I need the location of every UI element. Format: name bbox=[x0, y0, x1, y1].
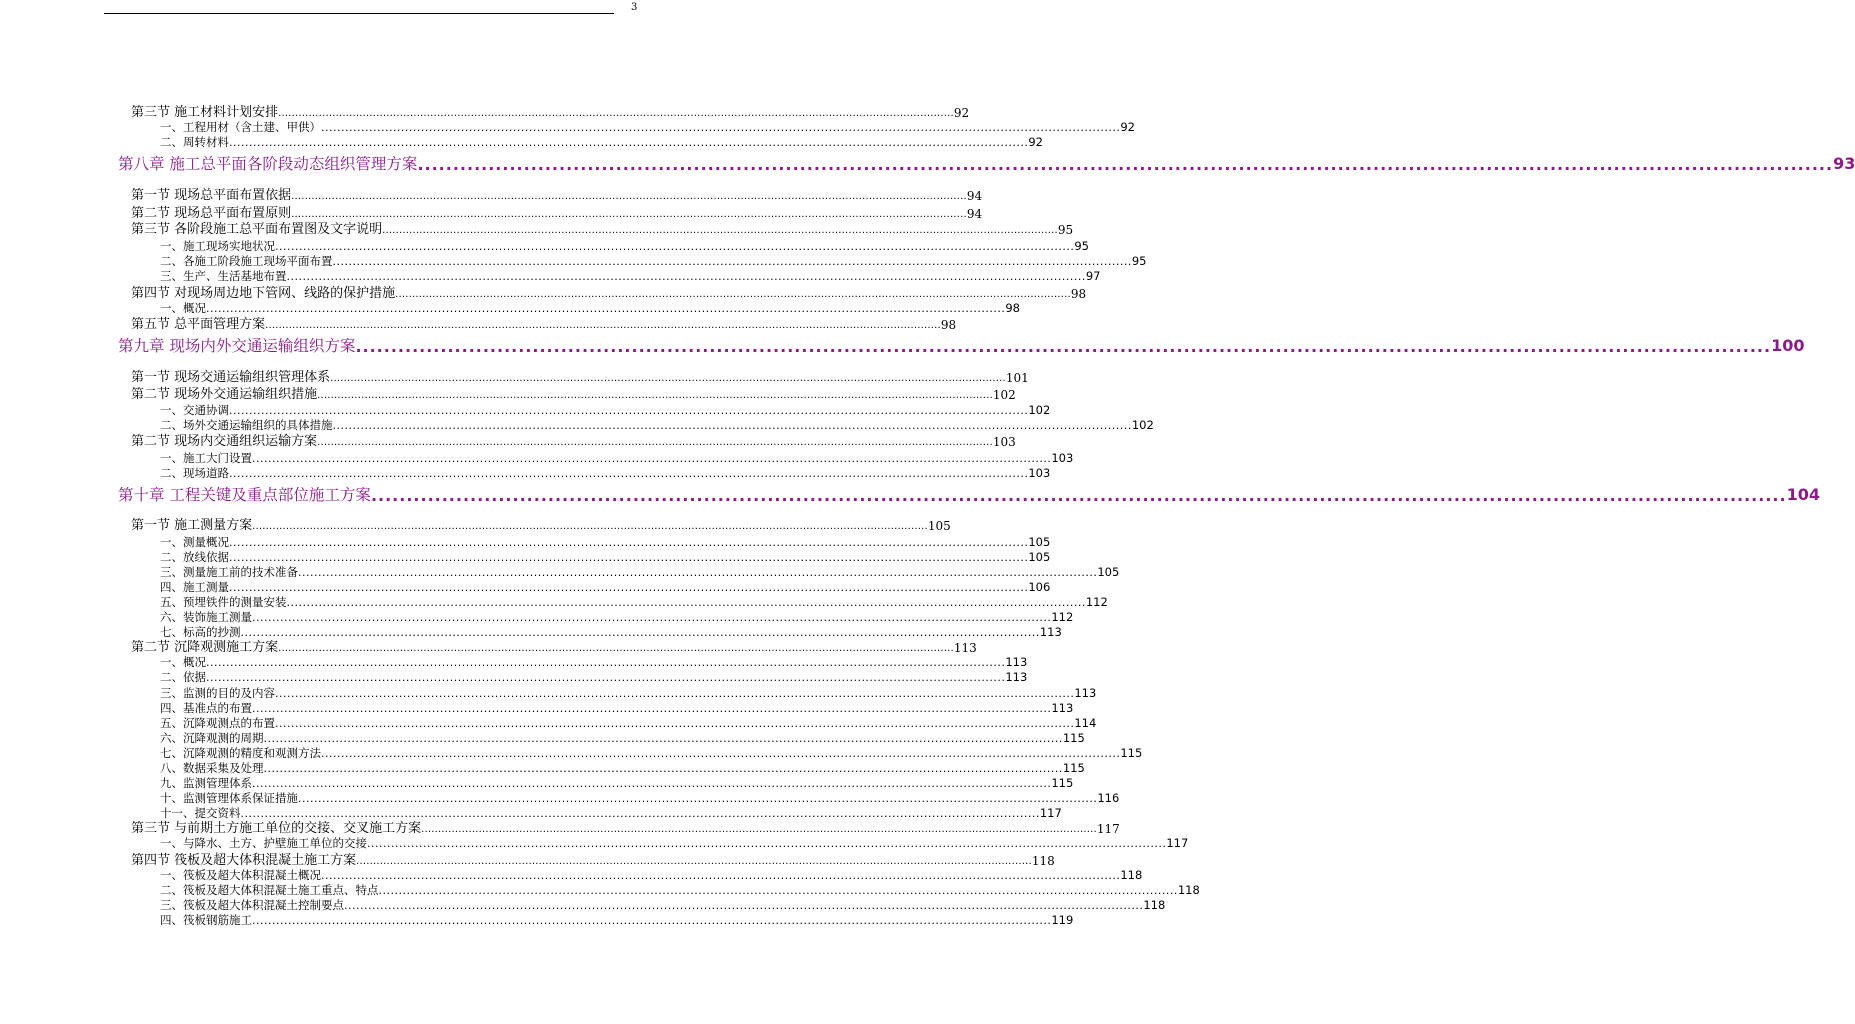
toc-subsection-entry[interactable] bbox=[160, 595, 1108, 609]
dot-leader: ........................................................................................................................................................................................................ bbox=[332, 255, 1132, 268]
toc-entry-title: 四、基准点的布置 bbox=[160, 701, 252, 715]
toc-entry-page: 92 bbox=[1120, 120, 1135, 134]
toc-entry-title: 一、与降水、土方、护壁施工单位的交接 bbox=[160, 836, 367, 850]
toc-entry-title: 二、各施工阶段施工现场平面布置 bbox=[160, 254, 333, 268]
toc-entry-page: 93 bbox=[1833, 154, 1855, 173]
toc-entry-page: 98 bbox=[940, 318, 957, 332]
dot-leader: ........................................................................................................................................................................................................ bbox=[229, 404, 1029, 417]
toc-entry-page: 113 bbox=[1005, 655, 1028, 669]
toc-subsection-entry[interactable] bbox=[160, 535, 1051, 549]
toc-entry-page: 117 bbox=[1166, 836, 1189, 850]
toc-section-entry[interactable] bbox=[131, 206, 983, 222]
toc-entry-title: 一、交通协调 bbox=[160, 403, 229, 417]
dot-leader: ........................................................................................................................................................................................................ bbox=[275, 717, 1075, 730]
toc-entry-page: 94 bbox=[966, 207, 983, 221]
toc-section-entry[interactable] bbox=[131, 286, 1087, 302]
toc-entry-title: 第十章 工程关键及重点部位施工方案 bbox=[118, 486, 371, 504]
toc-entry-page: 95 bbox=[1074, 239, 1089, 253]
toc-entry-page: 115 bbox=[1120, 746, 1143, 760]
toc-subsection-entry[interactable] bbox=[160, 580, 1051, 594]
dot-leader: ........................................................................................................................................................................................................ bbox=[367, 837, 1167, 850]
dot-leader: ........................................................................................................................................................................................................ bbox=[206, 671, 1006, 684]
toc-subsection-entry[interactable] bbox=[160, 301, 1020, 315]
toc-entry-page: 113 bbox=[1005, 670, 1028, 684]
toc-subsection-entry[interactable] bbox=[160, 898, 1166, 912]
toc-subsection-entry[interactable] bbox=[160, 776, 1074, 790]
page-number: 3 bbox=[631, 2, 638, 13]
dot-leader: ........................................................................................................................................................................................................ bbox=[286, 270, 1086, 283]
dot-leader: ........................................................................................................................................................................................................ bbox=[252, 777, 1052, 790]
toc-subsection-entry[interactable] bbox=[160, 731, 1085, 745]
toc-entry-title: 二、筏板及超大体积混凝土施工重点、特点 bbox=[160, 883, 379, 897]
toc-subsection-entry[interactable] bbox=[160, 868, 1143, 882]
toc-entry-page: 118 bbox=[1120, 868, 1143, 882]
toc-subsection-entry[interactable] bbox=[160, 565, 1120, 579]
toc-entry-title: 第二节 现场总平面布置原则 bbox=[131, 206, 292, 221]
toc-entry-page: 115 bbox=[1051, 776, 1074, 790]
toc-entry-page: 94 bbox=[966, 189, 983, 203]
dot-leader: ........................................................................................................................................................................................................ bbox=[395, 289, 1071, 300]
toc-entry-title: 第一节 施工测量方案 bbox=[131, 518, 253, 533]
toc-entry-title: 六、装饰施工测量 bbox=[160, 610, 252, 624]
dot-leader: ........................................................................................................................................................................................................ bbox=[229, 467, 1029, 480]
dot-leader: ........................................................................................................................................................................................................ bbox=[332, 419, 1132, 432]
dot-leader: ........................................................................................................................................................................................................ bbox=[229, 581, 1029, 594]
toc-entry-page: 114 bbox=[1074, 716, 1097, 730]
toc-entry-page: 116 bbox=[1097, 791, 1120, 805]
toc-entry-page: 103 bbox=[1051, 451, 1074, 465]
toc-entry-page: 113 bbox=[953, 641, 977, 655]
toc-entry-page: 103 bbox=[1028, 466, 1051, 480]
toc-subsection-entry[interactable] bbox=[160, 686, 1097, 700]
toc-entry-title: 二、依据 bbox=[160, 670, 206, 684]
toc-entry-title: 第五节 总平面管理方案 bbox=[131, 317, 266, 332]
dot-leader: ........................................................................................................................................................................................................ bbox=[275, 687, 1075, 700]
toc-entry-title: 三、生产、生活基地布置 bbox=[160, 269, 287, 283]
toc-subsection-entry[interactable] bbox=[160, 836, 1189, 850]
toc-entry-title: 一、施工大门设置 bbox=[160, 451, 252, 465]
toc-section-entry[interactable] bbox=[131, 105, 970, 121]
toc-section-entry[interactable] bbox=[131, 188, 983, 204]
dot-leader: ........................................................................................................................................................................................................ bbox=[291, 191, 967, 202]
toc-entry-title: 六、沉降观测的周期 bbox=[160, 731, 264, 745]
toc-subsection-entry[interactable] bbox=[160, 883, 1200, 897]
toc-entry-title: 第三节 施工材料计划安排 bbox=[131, 105, 279, 120]
toc-entry-page: 95 bbox=[1131, 254, 1147, 268]
toc-entry-title: 第一节 现场交通运输组织管理体系 bbox=[131, 370, 331, 385]
toc-entry-title: 二、周转材料 bbox=[160, 135, 229, 149]
toc-entry-title: 四、施工测量 bbox=[160, 580, 229, 594]
toc-section-entry[interactable] bbox=[131, 387, 1016, 403]
toc-subsection-entry[interactable] bbox=[160, 655, 1028, 669]
toc-subsection-entry[interactable] bbox=[160, 451, 1074, 465]
toc-entry-page: 105 bbox=[1097, 565, 1120, 579]
toc-entry-title: 二、场外交通运输组织的具体措施 bbox=[160, 418, 333, 432]
toc-entry-title: 八、数据采集及处理 bbox=[160, 761, 264, 775]
dot-leader: ........................................................................................................................................................................................................ bbox=[252, 521, 928, 532]
toc-section-entry[interactable] bbox=[131, 853, 1055, 869]
dot-leader: ........................................................................................................................................................................................................ bbox=[252, 914, 1052, 927]
toc-entry-title: 第四节 筏板及超大体积混凝土施工方案 bbox=[131, 853, 357, 868]
toc-entry-title: 五、预埋铁件的测量安装 bbox=[160, 595, 287, 609]
toc-subsection-entry[interactable] bbox=[160, 701, 1074, 715]
dot-leader: ........................................................................................................................................................................................................ bbox=[263, 732, 1063, 745]
toc-entry-title: 第一节 现场总平面布置依据 bbox=[131, 188, 292, 203]
toc-entry-page: 118 bbox=[1031, 854, 1055, 868]
toc-entry-page: 117 bbox=[1039, 806, 1062, 820]
dot-leader: ........................................................................................................................................................................................................ bbox=[382, 225, 1058, 236]
toc-section-entry[interactable] bbox=[131, 222, 1074, 238]
toc-entry-page: 105 bbox=[1028, 550, 1051, 564]
dot-leader: ........................................................................................................................................................................................................ bbox=[286, 596, 1086, 609]
toc-entry-page: 102 bbox=[1131, 418, 1154, 432]
toc-entry-title: 第八章 施工总平面各阶段动态组织管理方案 bbox=[118, 155, 418, 173]
toc-subsection-entry[interactable] bbox=[160, 761, 1085, 775]
toc-entry-page: 117 bbox=[1096, 822, 1120, 836]
toc-entry-title: 一、测量概况 bbox=[160, 535, 229, 549]
toc-entry-page: 106 bbox=[1028, 580, 1051, 594]
toc-entry-title: 一、施工现场实地状况 bbox=[160, 239, 275, 253]
toc-section-entry[interactable] bbox=[131, 317, 957, 333]
dot-leader: ........................................................................................................................................................................................................ bbox=[298, 792, 1098, 805]
toc-subsection-entry[interactable] bbox=[160, 791, 1120, 805]
dot-leader: ........................................................................................................................................................................................................ bbox=[252, 611, 1052, 624]
toc-entry-title: 一、筏板及超大体积混凝土概况 bbox=[160, 868, 321, 882]
dot-leader: ........................................................................................................................................................................................................ bbox=[421, 824, 1097, 835]
toc-subsection-entry[interactable] bbox=[160, 120, 1135, 134]
toc-section-entry[interactable] bbox=[131, 640, 977, 656]
toc-subsection-entry[interactable] bbox=[160, 610, 1074, 624]
dot-leader: ........................................................................................................................................................................................................ bbox=[278, 108, 954, 119]
toc-entry-title: 三、监测的目的及内容 bbox=[160, 686, 275, 700]
dot-leader: ........................................................................................................................................................................................................ bbox=[330, 373, 1006, 384]
toc-entry-page: 112 bbox=[1085, 595, 1108, 609]
toc-subsection-entry[interactable] bbox=[160, 135, 1043, 149]
dot-leader: ........................................................................................................................................................................................................ bbox=[344, 899, 1144, 912]
dot-leader: ........................................................................................................................................................................................................ bbox=[206, 656, 1006, 669]
toc-entry-title: 第四节 对现场周边地下管网、线路的保护措施 bbox=[131, 286, 396, 301]
toc-entry-page: 113 bbox=[1039, 625, 1062, 639]
toc-entry-page: 102 bbox=[1028, 403, 1051, 417]
toc-entry-title: 七、沉降观测的精度和观测方法 bbox=[160, 746, 321, 760]
toc-entry-title: 十、监测管理体系保证措施 bbox=[160, 791, 298, 805]
toc-entry-title: 第三节 各阶段施工总平面布置图及文字说明 bbox=[131, 222, 383, 237]
toc-subsection-entry[interactable] bbox=[160, 746, 1143, 760]
dot-leader: ........................................................................................................................................................................................................ bbox=[298, 566, 1098, 579]
dot-leader: ........................................................................................................................................................................................................ bbox=[240, 626, 1040, 639]
dot-leader: ........................................................................................................................................................................................................ bbox=[317, 390, 993, 401]
toc-entry-title: 一、概况 bbox=[160, 301, 206, 315]
toc-subsection-entry[interactable] bbox=[160, 466, 1051, 480]
dot-leader: ........................................................................................................................................................................................................ bbox=[417, 155, 1834, 174]
toc-entry-page: 113 bbox=[1074, 686, 1097, 700]
toc-entry-title: 五、沉降观测点的布置 bbox=[160, 716, 275, 730]
dot-leader: ........................................................................................................................................................................................................ bbox=[370, 486, 1787, 505]
toc-subsection-entry[interactable] bbox=[160, 716, 1097, 730]
toc-subsection-entry[interactable] bbox=[160, 806, 1062, 820]
toc-entry-title: 一、工程用材（含土建、甲供） bbox=[160, 120, 321, 134]
dot-leader: ........................................................................................................................................................................................................ bbox=[321, 121, 1121, 134]
toc-chapter-entry[interactable] bbox=[118, 153, 1855, 175]
toc-entry-page: 102 bbox=[992, 388, 1016, 402]
toc-entry-title: 二、放线依据 bbox=[160, 550, 229, 564]
dot-leader: ........................................................................................................................................................................................................ bbox=[278, 643, 954, 654]
toc-entry-page: 119 bbox=[1051, 913, 1074, 927]
toc-chapter-entry[interactable] bbox=[118, 484, 1820, 506]
dot-leader: ........................................................................................................................................................................................................ bbox=[252, 452, 1052, 465]
toc-entry-page: 95 bbox=[1057, 223, 1074, 237]
toc-subsection-entry[interactable] bbox=[160, 913, 1074, 927]
toc-entry-title: 一、概况 bbox=[160, 655, 206, 669]
toc-subsection-entry[interactable] bbox=[160, 254, 1147, 268]
toc-entry-page: 105 bbox=[927, 519, 951, 533]
dot-leader: ........................................................................................................................................................................................................ bbox=[263, 762, 1063, 775]
toc-subsection-entry[interactable] bbox=[160, 269, 1101, 283]
toc-subsection-entry[interactable] bbox=[160, 239, 1089, 253]
dot-leader: ........................................................................................................................................................................................................ bbox=[355, 337, 1772, 356]
toc-entry-title: 四、筏板钢筋施工 bbox=[160, 913, 252, 927]
toc-subsection-entry[interactable] bbox=[160, 418, 1154, 432]
dot-leader: ........................................................................................................................................................................................................ bbox=[265, 320, 941, 331]
dot-leader: ........................................................................................................................................................................................................ bbox=[356, 856, 1032, 867]
dot-leader: ........................................................................................................................................................................................................ bbox=[321, 869, 1121, 882]
toc-entry-page: 118 bbox=[1143, 898, 1166, 912]
toc-section-entry[interactable] bbox=[131, 434, 1016, 450]
toc-entry-title: 第三节 与前期土方施工单位的交接、交叉施工方案 bbox=[131, 821, 422, 836]
toc-entry-page: 101 bbox=[1005, 371, 1029, 385]
toc-entry-title: 第二节 现场外交通运输组织措施 bbox=[131, 387, 318, 402]
dot-leader: ........................................................................................................................................................................................................ bbox=[378, 884, 1178, 897]
toc-subsection-entry[interactable] bbox=[160, 670, 1028, 684]
toc-entry-title: 第二节 现场内交通组织运输方案 bbox=[131, 434, 318, 449]
dot-leader: ........................................................................................................................................................................................................ bbox=[252, 702, 1052, 715]
dot-leader: ........................................................................................................................................................................................................ bbox=[206, 302, 1006, 315]
dot-leader: ........................................................................................................................................................................................................ bbox=[229, 136, 1029, 149]
dot-leader: ........................................................................................................................................................................................................ bbox=[321, 747, 1121, 760]
toc-entry-page: 98 bbox=[1005, 301, 1020, 315]
toc-entry-page: 92 bbox=[1028, 135, 1043, 149]
toc-entry-title: 九、监测管理体系 bbox=[160, 776, 252, 790]
toc-entry-title: 三、筏板及超大体积混凝土控制要点 bbox=[160, 898, 344, 912]
toc-entry-page: 112 bbox=[1051, 610, 1074, 624]
toc-entry-page: 103 bbox=[992, 435, 1016, 449]
dot-leader: ........................................................................................................................................................................................................ bbox=[229, 536, 1029, 549]
dot-leader: ........................................................................................................................................................................................................ bbox=[317, 437, 993, 448]
toc-entry-page: 118 bbox=[1177, 883, 1200, 897]
toc-subsection-entry[interactable] bbox=[160, 550, 1051, 564]
dot-leader: ........................................................................................................................................................................................................ bbox=[240, 807, 1040, 820]
toc-entry-page: 104 bbox=[1786, 485, 1820, 504]
toc-entry-page: 115 bbox=[1062, 761, 1085, 775]
toc-entry-page: 97 bbox=[1085, 269, 1101, 283]
toc-entry-title: 七、标高的抄测 bbox=[160, 625, 241, 639]
toc-entry-title: 第九章 现场内外交通运输组织方案 bbox=[118, 337, 356, 355]
toc-entry-title: 第二节 沉降观测施工方案 bbox=[131, 640, 279, 655]
toc-chapter-entry[interactable] bbox=[118, 335, 1805, 357]
toc-section-entry[interactable] bbox=[131, 518, 951, 534]
dot-leader: ........................................................................................................................................................................................................ bbox=[275, 240, 1075, 253]
toc-entry-page: 98 bbox=[1070, 287, 1087, 301]
toc-entry-page: 92 bbox=[953, 106, 970, 120]
toc-entry-page: 100 bbox=[1771, 336, 1805, 355]
toc-subsection-entry[interactable] bbox=[160, 403, 1051, 417]
toc-entry-page: 105 bbox=[1028, 535, 1051, 549]
toc-entry-title: 二、现场道路 bbox=[160, 466, 229, 480]
toc-entry-page: 113 bbox=[1051, 701, 1074, 715]
dot-leader: ........................................................................................................................................................................................................ bbox=[229, 551, 1029, 564]
dot-leader: ........................................................................................................................................................................................................ bbox=[291, 209, 967, 220]
toc-subsection-entry[interactable] bbox=[160, 625, 1062, 639]
toc-entry-page: 115 bbox=[1062, 731, 1085, 745]
toc-entry-title: 三、测量施工前的技术准备 bbox=[160, 565, 298, 579]
toc-entry-title: 十一、提交资料 bbox=[160, 806, 241, 820]
toc-section-entry[interactable] bbox=[131, 370, 1029, 386]
toc-section-entry[interactable] bbox=[131, 821, 1120, 837]
